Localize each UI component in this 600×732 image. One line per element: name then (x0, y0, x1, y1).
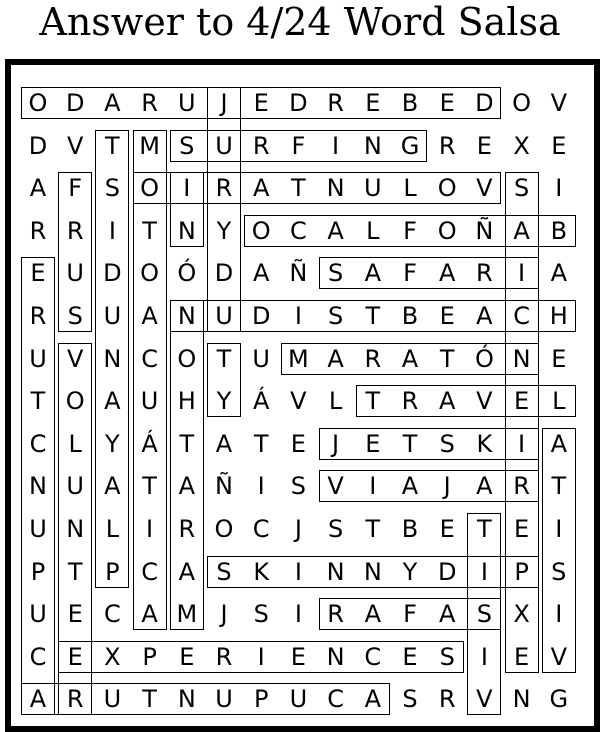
grid-letter: R (141, 89, 158, 117)
grid-letter: U (103, 685, 122, 714)
grid-letter: I (555, 174, 563, 203)
grid-letter: N (326, 557, 345, 586)
grid-letter: T (365, 387, 381, 416)
grid-letter: D (475, 89, 494, 117)
puzzle-title: Answer to 4/24 Word Salsa (39, 0, 561, 44)
grid-letter: F (291, 131, 306, 160)
grid-letter: A (178, 472, 195, 501)
grid-letter: S (253, 600, 269, 629)
grid-letter: A (104, 472, 121, 501)
grid-letter: R (29, 216, 47, 245)
grid-letter: U (215, 131, 233, 160)
grid-letter: P (30, 557, 46, 586)
grid-letter: U (66, 472, 84, 501)
grid-letter: T (402, 429, 418, 458)
grid-letter: I (146, 515, 154, 543)
grid-letter: A (215, 429, 233, 458)
grid-letter: O (214, 515, 234, 543)
answer-box (281, 343, 538, 375)
answer-box (170, 172, 204, 247)
grid-letter: S (402, 685, 418, 714)
grid-letter: R (252, 131, 270, 160)
answer-box (467, 513, 501, 715)
grid-letter: U (29, 344, 47, 373)
answer-box (58, 172, 92, 332)
grid-letter: U (178, 89, 196, 117)
grid-letter: R (215, 174, 233, 203)
grid-letter: A (29, 174, 47, 203)
grid-letter: K (476, 429, 493, 458)
grid-letter: O (512, 89, 532, 117)
grid-letter: R (215, 642, 233, 671)
grid-letter: U (103, 302, 122, 330)
grid-letter: U (364, 174, 382, 203)
grid-letter: D (289, 89, 308, 117)
grid-letter: T (30, 387, 46, 416)
grid-letter: L (552, 387, 566, 416)
grid-letter: E (476, 131, 492, 160)
grid-letter: U (215, 685, 233, 714)
grid-letter: F (403, 600, 417, 629)
grid-letter: L (403, 174, 417, 203)
grid-letter: V (327, 472, 344, 501)
grid-letter: S (551, 557, 567, 586)
grid-letter: R (66, 216, 84, 245)
answer-box (133, 130, 167, 631)
grid-letter: T (477, 515, 492, 543)
grid-letter: I (555, 515, 563, 543)
grid-letter: N (326, 174, 345, 203)
grid-letter: J (332, 429, 340, 458)
grid-letter: E (514, 387, 530, 416)
grid-letter: E (514, 642, 530, 671)
grid-letter: S (67, 302, 83, 330)
grid-letter: I (518, 429, 526, 458)
grid-letter: A (513, 216, 530, 245)
grid-letter: S (439, 642, 455, 671)
grid-letter: E (253, 89, 269, 117)
grid-letter: U (29, 515, 47, 543)
grid-letter: Ñ (475, 216, 494, 245)
grid-letter: F (403, 259, 417, 288)
grid-letter: O (437, 174, 457, 203)
grid-letter: Ñ (289, 259, 308, 288)
grid-letter: O (28, 89, 48, 117)
grid-letter: X (513, 131, 530, 160)
grid-letter: R (29, 302, 47, 330)
grid-letter: I (518, 259, 526, 288)
grid-letter: T (439, 344, 455, 373)
grid-letter: S (327, 259, 344, 288)
grid-letter: I (369, 472, 377, 501)
word-search-board (5, 59, 600, 732)
grid-letter: R (178, 515, 196, 543)
grid-letter: J (294, 515, 302, 543)
grid-letter: A (29, 685, 47, 714)
grid-letter: A (364, 600, 381, 629)
grid-letter: M (176, 600, 198, 629)
grid-letter: R (438, 131, 456, 160)
grid-letter: V (66, 131, 84, 160)
grid-letter: X (104, 642, 121, 671)
grid-letter: H (177, 387, 196, 416)
answer-box (207, 87, 241, 332)
grid-letter: D (65, 89, 85, 117)
answer-box (21, 257, 55, 715)
grid-letter: H (549, 302, 568, 330)
grid-letter: E (365, 429, 381, 458)
answer-box (58, 641, 464, 673)
grid-letter: D (251, 302, 271, 330)
grid-letter: B (401, 89, 419, 117)
grid-letter: I (555, 600, 563, 629)
grid-letter: V (476, 174, 493, 203)
grid-letter: T (142, 472, 157, 501)
grid-letter: A (364, 685, 381, 714)
grid-letter: I (480, 557, 488, 586)
grid-letter: N (177, 685, 196, 714)
grid-letter: S (216, 557, 232, 586)
grid-letter: J (443, 472, 451, 501)
grid-letter: F (68, 174, 83, 203)
grid-letter: A (438, 259, 456, 288)
grid-letter: E (365, 89, 381, 117)
grid-letter: E (439, 515, 455, 543)
grid-letter: G (400, 131, 420, 160)
grid-letter: M (139, 131, 160, 160)
grid-letter: C (290, 216, 307, 245)
grid-letter: D (437, 557, 457, 586)
grid-letter: N (326, 642, 345, 671)
answer-box (207, 343, 241, 418)
grid-letter: V (290, 387, 307, 416)
grid-letter: A (438, 387, 456, 416)
grid-letter: Ó (474, 344, 494, 373)
grid-letter: P (253, 685, 269, 714)
grid-letter: I (257, 642, 265, 671)
grid-letter: Ó (177, 259, 197, 288)
grid-letter: Y (216, 387, 232, 416)
grid-letter: E (439, 302, 455, 330)
grid-letter: T (67, 557, 83, 586)
grid-letter: A (438, 600, 456, 629)
grid-letter: U (66, 259, 84, 288)
grid-letter: E (514, 515, 530, 543)
grid-letter: D (28, 131, 48, 160)
grid-letter: L (366, 216, 380, 245)
grid-letter: M (288, 344, 309, 373)
grid-letter: A (252, 259, 270, 288)
grid-letter: L (105, 515, 120, 543)
answer-box (21, 87, 501, 119)
grid-letter: E (290, 642, 306, 671)
answer-box (356, 385, 576, 417)
grid-letter: F (403, 216, 417, 245)
grid-letter: A (476, 302, 493, 330)
grid-letter: N (512, 344, 531, 373)
grid-letter: E (551, 344, 567, 373)
grid-letter: I (332, 131, 340, 160)
grid-letter: G (549, 685, 569, 714)
grid-letter: D (214, 259, 234, 288)
grid-letter: N (363, 131, 382, 160)
grid-letter: A (327, 344, 344, 373)
grid-letter: O (140, 174, 160, 203)
grid-letter: C (104, 600, 121, 629)
answer-box (542, 428, 576, 673)
grid-letter: I (183, 174, 191, 203)
grid-letter: R (476, 259, 493, 288)
answer-box (170, 300, 204, 630)
grid-letter: B (401, 515, 419, 543)
grid-letter: Á (141, 429, 158, 458)
grid-letter: V (476, 387, 493, 416)
grid-letter: A (364, 259, 381, 288)
grid-letter: S (476, 600, 492, 629)
grid-letter: A (401, 344, 419, 373)
grid-letter: R (364, 344, 382, 373)
grid-letter: E (67, 642, 83, 671)
grid-letter: V (550, 642, 567, 671)
grid-letter: A (178, 557, 195, 586)
grid-letter: T (253, 429, 269, 458)
grid-letter: R (513, 472, 530, 501)
grid-letter: A (327, 216, 344, 245)
grid-letter: U (140, 387, 159, 416)
grid-letter: U (252, 344, 270, 373)
grid-letter: T (365, 302, 381, 330)
grid-letter: E (439, 89, 455, 117)
grid-letter: N (177, 302, 196, 330)
grid-letter: S (327, 515, 344, 543)
grid-letter: R (327, 600, 344, 629)
grid-letter: D (103, 259, 122, 288)
grid-letter: C (141, 557, 158, 586)
grid-letter: T (365, 515, 381, 543)
grid-letter: E (402, 642, 418, 671)
grid-letter: T (179, 429, 195, 458)
grid-letter: R (438, 685, 456, 714)
grid-letter: T (551, 472, 567, 501)
grid-letter: R (401, 387, 419, 416)
grid-letter: C (141, 344, 158, 373)
grid-letter: N (103, 344, 122, 373)
grid-letter: E (290, 429, 306, 458)
grid-letter: U (29, 600, 47, 629)
grid-letter: U (289, 685, 308, 714)
grid-letter: R (66, 685, 84, 714)
grid-letter: O (140, 259, 160, 288)
grid-letter: C (29, 642, 47, 671)
grid-letter: P (142, 642, 157, 671)
grid-letter: C (513, 302, 530, 330)
grid-letter: S (104, 174, 120, 203)
grid-letter: N (512, 685, 531, 714)
grid-letter: O (177, 344, 197, 373)
answer-box (58, 343, 92, 716)
grid-letter: S (327, 302, 344, 330)
grid-letter: O (437, 216, 457, 245)
grid-letter: U (215, 302, 233, 330)
grid-letter: L (328, 387, 343, 416)
grid-letter: O (251, 216, 271, 245)
grid-letter: J (220, 89, 228, 117)
grid-letter: E (30, 259, 46, 288)
grid-letter: N (29, 472, 47, 501)
grid-letter: T (291, 174, 306, 203)
grid-letter: A (476, 472, 493, 501)
grid-letter: V (550, 89, 567, 117)
grid-letter: T (105, 131, 120, 160)
grid-letter: J (220, 600, 228, 629)
grid-letter: S (290, 472, 306, 501)
grid-letter: Y (105, 429, 120, 458)
grid-letter: L (68, 429, 82, 458)
grid-letter: E (67, 600, 83, 629)
grid-letter: S (179, 131, 195, 160)
grid-letter: I (294, 302, 302, 330)
grid-letter: A (104, 89, 121, 117)
grid-letter: T (216, 344, 232, 373)
grid-letter: E (179, 642, 195, 671)
grid-letter: E (551, 131, 567, 160)
grid-letter: C (327, 685, 344, 714)
grid-letter: A (550, 429, 567, 458)
grid-letter: S (513, 174, 530, 203)
grid-letter: V (476, 685, 493, 714)
grid-letter: Y (402, 557, 418, 586)
grid-letter: N (363, 557, 382, 586)
grid-letter: N (177, 216, 196, 245)
grid-letter: T (142, 216, 157, 245)
grid-letter: I (294, 557, 302, 586)
grid-letter: I (480, 642, 488, 671)
grid-letter: A (401, 472, 419, 501)
grid-letter: C (252, 515, 270, 543)
grid-letter: Ñ (215, 472, 233, 501)
grid-letter: N (66, 515, 85, 543)
grid-letter: Y (216, 216, 232, 245)
grid-letter: X (513, 600, 530, 629)
grid-letter: K (253, 557, 270, 586)
grid-letter: C (364, 642, 382, 671)
grid-letter: S (439, 429, 455, 458)
answer-box (95, 130, 129, 588)
grid-letter: V (66, 344, 84, 373)
grid-letter: A (141, 600, 158, 629)
grid-letter: R (327, 89, 344, 117)
grid-letter: A (252, 174, 270, 203)
grid-letter: A (104, 387, 121, 416)
answer-box (505, 172, 539, 673)
grid-letter: I (294, 600, 302, 629)
grid-letter: A (550, 259, 567, 288)
grid-letter: T (142, 685, 157, 714)
grid-letter: A (141, 302, 158, 330)
grid-letter: B (401, 302, 419, 330)
grid-letter: B (550, 216, 568, 245)
grid-letter: I (108, 216, 116, 245)
grid-letter: O (65, 387, 85, 416)
grid-letter: P (514, 557, 529, 586)
grid-letter: P (105, 557, 120, 586)
grid-letter: C (29, 429, 47, 458)
grid-letter: I (257, 472, 265, 501)
grid-letter: Á (252, 387, 270, 416)
